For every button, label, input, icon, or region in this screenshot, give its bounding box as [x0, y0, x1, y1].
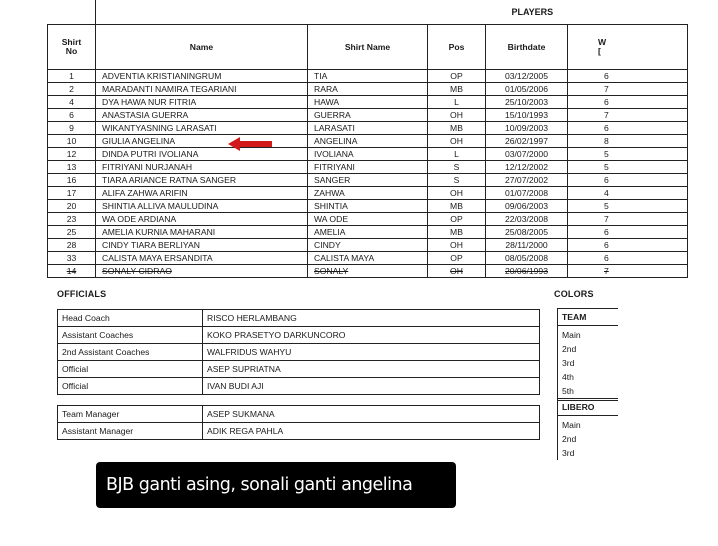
player-name-cell: SHINTIA ALLIVA MAULUDINA — [96, 200, 308, 213]
official-name: RISCO HERLAMBANG — [203, 310, 540, 327]
officials-title: OFFICIALS — [57, 289, 107, 299]
color-row-label: 2nd — [562, 434, 577, 444]
official-role: Assistant Coaches — [58, 327, 203, 344]
color-row-label: Main — [562, 420, 581, 430]
players-table — [47, 0, 688, 278]
official-name: ASEP SUKMANA — [203, 406, 540, 423]
player-row — [48, 174, 688, 187]
management-rows — [58, 406, 540, 440]
shirt-no-cell: 10 — [48, 135, 96, 148]
player-name-cell: GIULIA ANGELINA — [96, 135, 308, 148]
shirt-name-cell: WA ODE — [308, 213, 428, 226]
libero-color-rows — [558, 416, 618, 460]
shirt-no-cell: 12 — [48, 148, 96, 161]
player-name-cell: ADVENTIA KRISTIANINGRUM — [96, 70, 308, 83]
birthdate-cell: 01/05/2006 — [486, 83, 568, 96]
position-cell: MB — [428, 83, 486, 96]
position-cell: MB — [428, 122, 486, 135]
player-name-cell: TIARA ARIANCE RATNA SANGER — [96, 174, 308, 187]
shirt-name-cell: RARA — [308, 83, 428, 96]
official-name: IVAN BUDI AJI — [203, 378, 540, 395]
official-row — [58, 361, 540, 378]
shirt-name-cell: CINDY — [308, 239, 428, 252]
players-title-row — [48, 0, 688, 25]
official-row — [58, 423, 540, 440]
player-name-cell: WIKANTYASNING LARASATI — [96, 122, 308, 135]
shirt-name-cell: ZAHWA — [308, 187, 428, 200]
header-name: Name — [96, 25, 308, 70]
officials-table — [57, 309, 540, 395]
birthdate-cell: 28/11/2000 — [486, 239, 568, 252]
staff-rows — [58, 310, 540, 395]
birthdate-cell: 01/07/2008 — [486, 187, 568, 200]
player-row — [48, 252, 688, 265]
shirt-no-cell: 2 — [48, 83, 96, 96]
shirt-name-cell: CALISTA MAYA — [308, 252, 428, 265]
libero-colors-box — [557, 398, 618, 460]
birthdate-cell: 25/10/2003 — [486, 96, 568, 109]
player-name-cell: MARADANTI NAMIRA TEGARIANI — [96, 83, 308, 96]
player-row — [48, 213, 688, 226]
official-role: Assistant Manager — [58, 423, 203, 440]
official-role: Head Coach — [58, 310, 203, 327]
team-colors-label: TEAM — [558, 309, 618, 326]
official-role: Team Manager — [58, 406, 203, 423]
player-name-cell: CALISTA MAYA ERSANDITA — [96, 252, 308, 265]
color-row-label: 5th — [562, 386, 574, 396]
header-pos: Pos — [428, 25, 486, 70]
shirt-no-cell: 9 — [48, 122, 96, 135]
birthdate-cell: 03/07/2000 — [486, 148, 568, 161]
position-cell: MB — [428, 200, 486, 213]
official-name: WALFRIDUS WAHYU — [203, 344, 540, 361]
position-cell: OH — [428, 135, 486, 148]
position-cell: S — [428, 174, 486, 187]
cut-cell: 5 — [568, 148, 688, 161]
cut-cell: 6 — [568, 252, 688, 265]
official-row — [58, 344, 540, 361]
player-row — [48, 239, 688, 252]
player-name-cell: WA ODE ARDIANA — [96, 213, 308, 226]
red-arrow-icon — [228, 137, 274, 151]
position-cell: OP — [428, 213, 486, 226]
position-cell: MB — [428, 226, 486, 239]
libero-colors-label: LIBERO — [558, 399, 618, 416]
player-name-cell: DINDA PUTRI IVOLIANA — [96, 148, 308, 161]
birthdate-cell: 22/03/2008 — [486, 213, 568, 226]
official-name: KOKO PRASETYO DARKUNCORO — [203, 327, 540, 344]
shirt-no-cell: 17 — [48, 187, 96, 200]
shirt-no-cell: 14 — [48, 265, 96, 278]
birthdate-cell: 03/12/2005 — [486, 70, 568, 83]
official-role: Official — [58, 378, 203, 395]
position-cell: OH — [428, 109, 486, 122]
player-row — [48, 135, 688, 148]
shirt-name-cell: TIA — [308, 70, 428, 83]
player-rows — [48, 70, 688, 278]
birthdate-cell: 09/06/2003 — [486, 200, 568, 213]
color-row-label: 4th — [562, 372, 574, 382]
player-name-cell: ALIFA ZAHWA ARIFIN — [96, 187, 308, 200]
official-row — [58, 406, 540, 423]
shirt-name-cell: SHINTIA — [308, 200, 428, 213]
player-row — [48, 226, 688, 239]
position-cell: OH — [428, 187, 486, 200]
player-row — [48, 70, 688, 83]
birthdate-cell: 15/10/1993 — [486, 109, 568, 122]
position-cell: S — [428, 161, 486, 174]
birthdate-cell: 26/02/1997 — [486, 135, 568, 148]
cut-cell: 7 — [568, 109, 688, 122]
player-row — [48, 265, 688, 278]
birthdate-cell: 27/07/2002 — [486, 174, 568, 187]
cut-cell: 7 — [568, 213, 688, 226]
position-cell: OH — [428, 265, 486, 278]
cut-cell: 4 — [568, 187, 688, 200]
birthdate-cell: 08/05/2008 — [486, 252, 568, 265]
cut-cell: 7 — [568, 83, 688, 96]
shirt-no-cell: 28 — [48, 239, 96, 252]
shirt-no-cell: 25 — [48, 226, 96, 239]
player-name-cell: ANASTASIA GUERRA — [96, 109, 308, 122]
player-row — [48, 187, 688, 200]
cut-cell: 6 — [568, 226, 688, 239]
cut-cell: 6 — [568, 122, 688, 135]
shirt-name-cell: AMELIA — [308, 226, 428, 239]
shirt-no-cell: 16 — [48, 174, 96, 187]
colors-title: COLORS — [554, 289, 594, 299]
cut-cell: 5 — [568, 161, 688, 174]
player-row — [48, 83, 688, 96]
team-color-rows — [558, 326, 618, 400]
shirt-name-cell: LARASATI — [308, 122, 428, 135]
cut-cell: 7 — [568, 265, 688, 278]
color-row-label: 3rd — [562, 448, 575, 458]
color-row-label: 2nd — [562, 344, 577, 354]
position-cell: L — [428, 148, 486, 161]
official-row — [58, 327, 540, 344]
header-birthdate: Birthdate — [486, 25, 568, 70]
shirt-name-cell: IVOLIANA — [308, 148, 428, 161]
cut-cell: 6 — [568, 239, 688, 252]
birthdate-cell: 20/06/1993 — [486, 265, 568, 278]
shirt-no-cell: 13 — [48, 161, 96, 174]
shirt-no-cell: 20 — [48, 200, 96, 213]
players-title: PLAYERS — [486, 0, 688, 25]
official-row — [58, 378, 540, 395]
official-row — [58, 310, 540, 327]
position-cell: OP — [428, 70, 486, 83]
player-name-cell: AMELIA KURNIA MAHARANI — [96, 226, 308, 239]
official-name: ADIK REGA PAHLA — [203, 423, 540, 440]
caption-text: BJB ganti asing, sonali ganti angelina — [96, 462, 456, 508]
shirt-no-cell: 1 — [48, 70, 96, 83]
shirt-name-cell: GUERRA — [308, 109, 428, 122]
shirt-name-cell: FITRIYANI — [308, 161, 428, 174]
cut-cell: 6 — [568, 96, 688, 109]
player-name-cell: DYA HAWA NUR FITRIA — [96, 96, 308, 109]
color-row-label: 3rd — [562, 358, 575, 368]
header-shirt-name: Shirt Name — [308, 25, 428, 70]
cut-cell: 8 — [568, 135, 688, 148]
player-name-cell: SONALY CIDRAO — [96, 265, 308, 278]
position-cell: L — [428, 96, 486, 109]
player-row — [48, 122, 688, 135]
player-row — [48, 109, 688, 122]
player-row — [48, 96, 688, 109]
header-shirt-no: Shirt No — [48, 25, 96, 70]
management-table — [57, 405, 540, 440]
shirt-no-cell: 6 — [48, 109, 96, 122]
shirt-no-cell: 33 — [48, 252, 96, 265]
cut-cell: 6 — [568, 70, 688, 83]
shirt-name-cell: HAWA — [308, 96, 428, 109]
shirt-no-cell: 23 — [48, 213, 96, 226]
position-cell: OP — [428, 252, 486, 265]
color-row-label: Main — [562, 330, 581, 340]
header-cut-column: W [ — [568, 25, 688, 70]
players-header-row — [48, 25, 688, 70]
official-role: 2nd Assistant Coaches — [58, 344, 203, 361]
shirt-no-cell: 4 — [48, 96, 96, 109]
shirt-name-cell: ANGELINA — [308, 135, 428, 148]
birthdate-cell: 10/09/2003 — [486, 122, 568, 135]
roster-document — [45, 0, 718, 470]
team-colors-box — [557, 308, 618, 401]
official-name: ASEP SUPRIATNA — [203, 361, 540, 378]
position-cell: OH — [428, 239, 486, 252]
player-name-cell: CINDY TIARA BERLIYAN — [96, 239, 308, 252]
birthdate-cell: 12/12/2002 — [486, 161, 568, 174]
cut-cell: 6 — [568, 174, 688, 187]
official-role: Official — [58, 361, 203, 378]
birthdate-cell: 25/08/2005 — [486, 226, 568, 239]
player-row — [48, 148, 688, 161]
player-row — [48, 200, 688, 213]
player-row — [48, 161, 688, 174]
shirt-name-cell: SANGER — [308, 174, 428, 187]
cut-cell: 5 — [568, 200, 688, 213]
player-name-cell: FITRIYANI NURJANAH — [96, 161, 308, 174]
shirt-name-cell: SONALY — [308, 265, 428, 278]
